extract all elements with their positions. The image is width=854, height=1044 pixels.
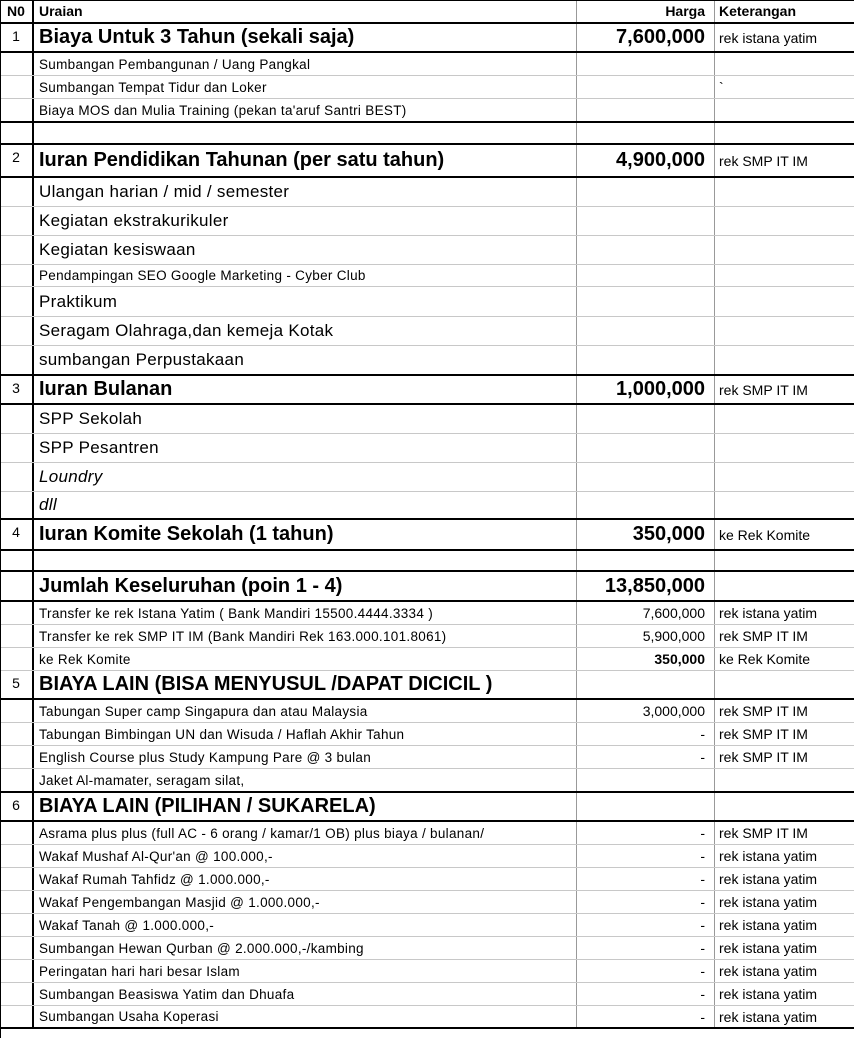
table-row bbox=[0, 317, 854, 346]
row-uraian: Asrama plus plus (full AC - 6 orang / kamar/1 OB) plus biaya / bulanan/ bbox=[34, 822, 577, 844]
row-no bbox=[0, 891, 34, 913]
row-harga: - bbox=[577, 845, 715, 867]
row-keterangan bbox=[715, 99, 854, 121]
row-uraian: Wakaf Rumah Tahfidz @ 1.000.000,- bbox=[34, 868, 577, 890]
row-harga: 3,000,000 bbox=[577, 700, 715, 722]
row-harga bbox=[577, 99, 715, 121]
row-uraian: Iuran Bulanan bbox=[34, 376, 577, 403]
row-keterangan bbox=[715, 463, 854, 491]
row-keterangan bbox=[715, 346, 854, 374]
row-keterangan: rek istana yatim bbox=[719, 1008, 818, 1025]
row-harga bbox=[577, 236, 715, 264]
table-row bbox=[0, 960, 854, 983]
row-no bbox=[0, 983, 34, 1005]
row-harga bbox=[577, 793, 715, 820]
row-keterangan: ` bbox=[719, 79, 724, 95]
row-uraian bbox=[34, 123, 577, 143]
table-row bbox=[0, 625, 854, 648]
row-uraian: BIAYA LAIN (PILIHAN / SUKARELA) bbox=[34, 793, 577, 820]
row-no bbox=[0, 463, 34, 491]
row-harga bbox=[577, 434, 715, 462]
table-row bbox=[0, 236, 854, 265]
row-no bbox=[0, 178, 34, 206]
table-row bbox=[0, 983, 854, 1006]
row-uraian: Biaya Untuk 3 Tahun (sekali saja) bbox=[34, 24, 577, 51]
row-keterangan bbox=[715, 123, 854, 143]
row-no bbox=[0, 346, 34, 374]
row-uraian: Praktikum bbox=[34, 287, 577, 316]
row-no bbox=[0, 769, 34, 791]
row-harga bbox=[577, 769, 715, 791]
row-keterangan: ke Rek Komite bbox=[719, 651, 811, 667]
table-row bbox=[0, 648, 854, 671]
row-keterangan bbox=[715, 405, 854, 433]
row-harga: 1,000,000 bbox=[577, 376, 715, 403]
header-uraian: Uraian bbox=[34, 0, 577, 22]
table-row bbox=[0, 572, 854, 602]
row-uraian: Iuran Pendidikan Tahunan (per satu tahun) bbox=[34, 145, 577, 176]
row-keterangan: rek SMP IT IM bbox=[719, 703, 808, 719]
row-harga: - bbox=[577, 891, 715, 913]
table-row bbox=[0, 145, 854, 178]
row-keterangan bbox=[715, 178, 854, 206]
row-keterangan: rek istana yatim bbox=[719, 605, 818, 621]
row-harga bbox=[577, 463, 715, 491]
table-row bbox=[0, 207, 854, 236]
row-harga: - bbox=[577, 723, 715, 745]
row-no bbox=[0, 551, 34, 570]
row-no bbox=[0, 207, 34, 235]
row-no bbox=[0, 648, 34, 670]
row-no bbox=[0, 602, 34, 624]
row-harga bbox=[577, 178, 715, 206]
row-harga bbox=[577, 76, 715, 98]
table-row bbox=[0, 76, 854, 99]
row-no: 3 bbox=[0, 376, 34, 403]
row-uraian: Wakaf Pengembangan Masjid @ 1.000.000,- bbox=[34, 891, 577, 913]
table-row bbox=[0, 914, 854, 937]
row-harga: 350,000 bbox=[577, 520, 715, 549]
row-uraian: dll bbox=[34, 492, 577, 518]
row-uraian: Loundry bbox=[34, 463, 577, 491]
row-harga: 7,600,000 bbox=[577, 602, 715, 624]
row-no bbox=[0, 845, 34, 867]
row-harga: 5,900,000 bbox=[577, 625, 715, 647]
row-uraian: Wakaf Tanah @ 1.000.000,- bbox=[34, 914, 577, 936]
row-no bbox=[0, 123, 34, 143]
row-uraian: BIAYA LAIN (BISA MENYUSUL /DAPAT DICICIL ) bbox=[34, 671, 577, 698]
row-uraian: Sumbangan Hewan Qurban @ 2.000.000,-/kambing bbox=[34, 937, 577, 959]
row-harga bbox=[577, 671, 715, 698]
row-uraian: ke Rek Komite bbox=[34, 648, 577, 670]
row-harga bbox=[577, 492, 715, 518]
table-row bbox=[0, 520, 854, 551]
row-keterangan: rek SMP IT IM bbox=[719, 152, 808, 169]
table-row bbox=[0, 265, 854, 287]
table-row bbox=[0, 53, 854, 76]
row-keterangan: rek istana yatim bbox=[719, 894, 818, 910]
row-uraian: SPP Sekolah bbox=[34, 405, 577, 433]
row-harga: - bbox=[577, 746, 715, 768]
row-no: 6 bbox=[0, 793, 34, 820]
row-no bbox=[0, 492, 34, 518]
row-harga: - bbox=[577, 937, 715, 959]
row-no bbox=[0, 287, 34, 316]
row-keterangan: rek istana yatim bbox=[719, 871, 818, 887]
table-row bbox=[0, 769, 854, 793]
row-keterangan bbox=[715, 671, 854, 698]
row-harga bbox=[577, 207, 715, 235]
table-row bbox=[0, 346, 854, 376]
row-harga bbox=[577, 265, 715, 286]
row-keterangan: rek SMP IT IM bbox=[719, 726, 808, 742]
row-uraian: Sumbangan Usaha Koperasi bbox=[34, 1006, 577, 1027]
table-row bbox=[0, 822, 854, 845]
table-row bbox=[0, 287, 854, 317]
row-no bbox=[0, 937, 34, 959]
table-row bbox=[0, 723, 854, 746]
row-harga: - bbox=[577, 960, 715, 982]
row-harga: - bbox=[577, 983, 715, 1005]
table-row bbox=[0, 24, 854, 53]
row-uraian: Sumbangan Beasiswa Yatim dan Dhuafa bbox=[34, 983, 577, 1005]
row-uraian: Transfer ke rek SMP IT IM (Bank Mandiri Rek 163.000.101.8061) bbox=[34, 625, 577, 647]
table-row bbox=[0, 434, 854, 463]
row-harga bbox=[577, 551, 715, 570]
table-row bbox=[0, 551, 854, 572]
table-row bbox=[0, 376, 854, 405]
row-harga: - bbox=[577, 822, 715, 844]
row-no bbox=[0, 700, 34, 722]
table-row bbox=[0, 868, 854, 891]
row-uraian: Jaket Al-mamater, seragam silat, bbox=[34, 769, 577, 791]
table-row bbox=[0, 793, 854, 822]
table-row bbox=[0, 845, 854, 868]
row-uraian: Sumbangan Pembangunan / Uang Pangkal bbox=[34, 53, 577, 75]
row-harga bbox=[577, 123, 715, 143]
row-uraian: Sumbangan Tempat Tidur dan Loker bbox=[34, 76, 577, 98]
row-uraian: Jumlah Keseluruhan (poin 1 - 4) bbox=[34, 572, 577, 600]
row-harga: 4,900,000 bbox=[577, 145, 715, 176]
row-no bbox=[0, 572, 34, 600]
row-no bbox=[0, 1006, 34, 1027]
row-uraian: English Course plus Study Kampung Pare @ 3 bulan bbox=[34, 746, 577, 768]
row-keterangan bbox=[715, 492, 854, 518]
row-no bbox=[0, 822, 34, 844]
row-uraian: Transfer ke rek Istana Yatim ( Bank Mandiri 15500.4444.3334 ) bbox=[34, 602, 577, 624]
table-row bbox=[0, 123, 854, 145]
row-uraian: Pendampingan SEO Google Marketing - Cyber Club bbox=[34, 265, 577, 286]
row-no bbox=[0, 434, 34, 462]
table-row bbox=[0, 746, 854, 769]
row-keterangan bbox=[715, 551, 854, 570]
row-no bbox=[0, 625, 34, 647]
row-uraian: Peringatan hari hari besar Islam bbox=[34, 960, 577, 982]
row-no bbox=[0, 914, 34, 936]
row-harga bbox=[577, 287, 715, 316]
row-no bbox=[0, 76, 34, 98]
table-row bbox=[0, 463, 854, 492]
row-no: 1 bbox=[0, 24, 34, 51]
row-keterangan bbox=[715, 317, 854, 345]
row-harga bbox=[577, 346, 715, 374]
row-harga bbox=[577, 53, 715, 75]
row-harga: - bbox=[577, 868, 715, 890]
row-no: 2 bbox=[0, 145, 34, 176]
row-uraian: Kegiatan ekstrakurikuler bbox=[34, 207, 577, 235]
row-no bbox=[0, 868, 34, 890]
row-keterangan: rek SMP IT IM bbox=[719, 381, 808, 398]
table-row bbox=[0, 671, 854, 700]
row-uraian: Tabungan Bimbingan UN dan Wisuda / Haflah Akhir Tahun bbox=[34, 723, 577, 745]
row-keterangan bbox=[715, 53, 854, 75]
table-row bbox=[0, 891, 854, 914]
row-no bbox=[0, 53, 34, 75]
header-keterangan: Keterangan bbox=[719, 3, 797, 19]
row-no bbox=[0, 960, 34, 982]
header-no: N0 bbox=[0, 0, 34, 22]
row-keterangan: rek SMP IT IM bbox=[719, 749, 808, 765]
row-uraian: Kegiatan kesiswaan bbox=[34, 236, 577, 264]
row-keterangan bbox=[715, 434, 854, 462]
row-harga bbox=[577, 405, 715, 433]
row-keterangan bbox=[715, 236, 854, 264]
row-harga bbox=[577, 317, 715, 345]
header-harga: Harga bbox=[577, 0, 715, 22]
row-keterangan: rek SMP IT IM bbox=[719, 825, 808, 841]
row-harga: 13,850,000 bbox=[577, 572, 715, 600]
row-keterangan: rek istana yatim bbox=[719, 848, 818, 864]
row-keterangan: rek istana yatim bbox=[719, 29, 818, 46]
table-row bbox=[0, 937, 854, 960]
row-uraian bbox=[34, 551, 577, 570]
row-uraian: SPP Pesantren bbox=[34, 434, 577, 462]
row-uraian: Seragam Olahraga,dan kemeja Kotak bbox=[34, 317, 577, 345]
row-keterangan: ke Rek Komite bbox=[719, 526, 811, 543]
row-no bbox=[0, 746, 34, 768]
row-uraian: Biaya MOS dan Mulia Training (pekan ta'aruf Santri BEST) bbox=[34, 99, 577, 121]
row-uraian: Iuran Komite Sekolah (1 tahun) bbox=[34, 520, 577, 549]
table-row bbox=[0, 1006, 854, 1029]
row-uraian: sumbangan Perpustakaan bbox=[34, 346, 577, 374]
row-no bbox=[0, 265, 34, 286]
row-keterangan bbox=[715, 572, 854, 600]
row-uraian: Tabungan Super camp Singapura dan atau Malaysia bbox=[34, 700, 577, 722]
row-keterangan bbox=[715, 287, 854, 316]
table-row bbox=[0, 178, 854, 207]
table-row bbox=[0, 700, 854, 723]
table-row bbox=[0, 99, 854, 123]
row-harga: - bbox=[577, 914, 715, 936]
row-no: 5 bbox=[0, 671, 34, 698]
table-row bbox=[0, 492, 854, 520]
row-harga: 350,000 bbox=[577, 648, 715, 670]
row-no: 4 bbox=[0, 520, 34, 549]
row-keterangan: rek SMP IT IM bbox=[719, 628, 808, 644]
row-keterangan bbox=[715, 793, 854, 820]
table-row bbox=[0, 602, 854, 625]
row-keterangan: rek istana yatim bbox=[719, 986, 818, 1002]
row-no bbox=[0, 317, 34, 345]
row-no bbox=[0, 405, 34, 433]
table-header bbox=[0, 0, 854, 24]
row-keterangan: rek istana yatim bbox=[719, 940, 818, 956]
row-uraian: Wakaf Mushaf Al-Qur'an @ 100.000,- bbox=[34, 845, 577, 867]
row-keterangan bbox=[715, 207, 854, 235]
row-no bbox=[0, 236, 34, 264]
row-no bbox=[0, 723, 34, 745]
row-no bbox=[0, 99, 34, 121]
row-uraian: Ulangan harian / mid / semester bbox=[34, 178, 577, 206]
row-keterangan bbox=[715, 769, 854, 791]
row-harga: - bbox=[577, 1006, 715, 1027]
row-keterangan bbox=[715, 265, 854, 286]
row-keterangan: rek istana yatim bbox=[719, 917, 818, 933]
table-row bbox=[0, 405, 854, 434]
row-keterangan: rek istana yatim bbox=[719, 963, 818, 979]
row-harga: 7,600,000 bbox=[577, 24, 715, 51]
